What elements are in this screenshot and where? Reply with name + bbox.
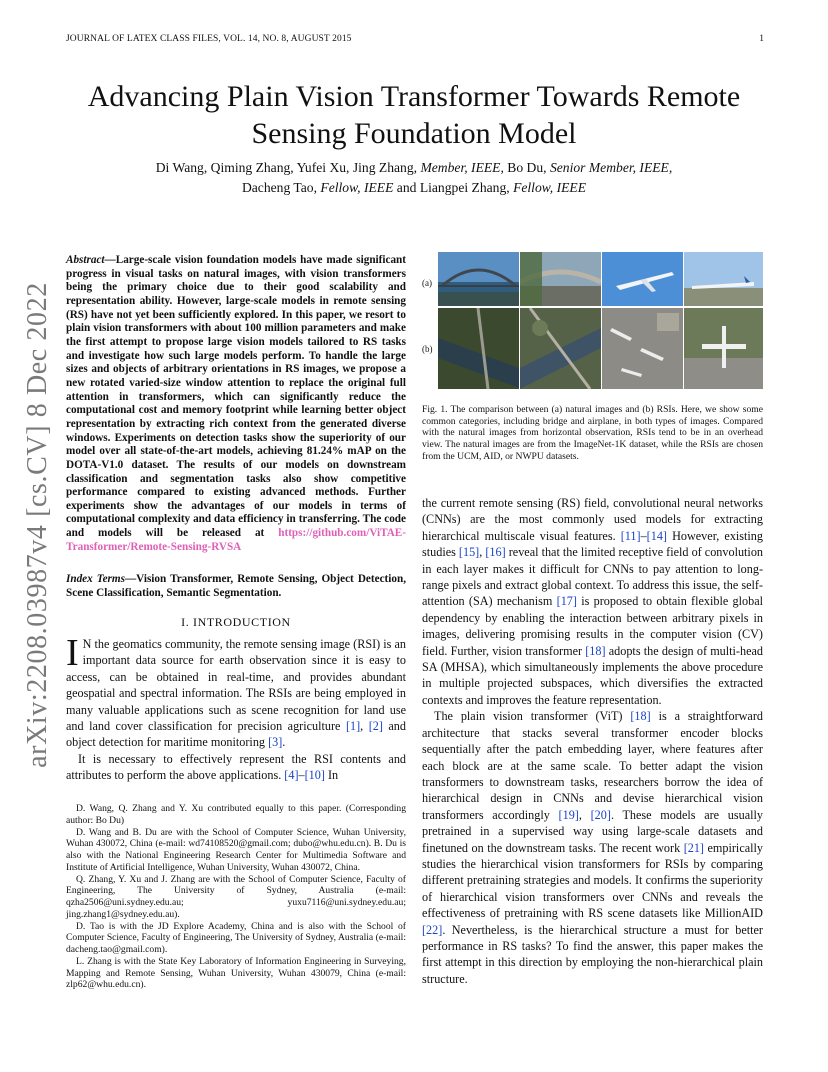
citation-link[interactable]: [1] <box>345 719 361 734</box>
abstract-lead: Abstract <box>66 254 105 266</box>
body-text: The plain vision transformer (ViT) <box>434 709 631 724</box>
body-paragraph <box>422 495 763 708</box>
footnote: D. Wang, Q. Zhang and Y. Xu contributed equally to this paper. (Corresponding author: Bo Du) <box>66 803 406 826</box>
citation-link[interactable]: [21] <box>683 840 704 855</box>
right-column-text <box>422 495 763 987</box>
figure-label-a: (a) <box>422 278 432 288</box>
author-affil-2: Senior Member, IEEE, <box>549 160 673 175</box>
paper-title: Advancing Plain Vision Transformer Towards Remote Sensing Foundation Model <box>87 80 741 150</box>
citation-link[interactable]: [19] <box>558 807 579 822</box>
citation-link[interactable]: [10] <box>304 768 325 783</box>
body-text: adopts the design of multi-head SA (MHSA), which simultaneously implements the above procedure in multiple projected subspaces, which diversifies the extracted contexts and improves the feature representation. <box>422 643 763 707</box>
footnote: L. Zhang is with the State Key Laboratory of Information Engineering in Surveying, Mapping and Remote Sensing, Wuhan University, Wuhan 430079, China (e-mail: zlp62@whu.edu.cn). <box>66 955 406 991</box>
rs-bridge-photo-1 <box>438 308 519 389</box>
figure-caption: Fig. 1. The comparison between (a) natural images and (b) RSIs. Here, we show some common categories, including bridge and airplane, in both types of images. Compared with the natural images from horizontal observation, RSIs tend to be in an overhead view. The natural images are from the ImageNet-1K dataset, while the RSIs are chosen from the UCM, AID, or NWPU datasets. <box>422 404 763 462</box>
intro-text: , <box>360 719 369 734</box>
body-text: empirically studies the hierarchical vision transformers for RSIs by comparing different pretraining strategies and models. It confirms the superiority of hierarchical vision transformers over CNNs and reveals the effectiveness of pretraining with RS scene datasets like MillionAID <box>422 840 764 921</box>
body-text: . These models are usually pretrained in a supervised way using large-scale datasets and finetuned on the downstream tasks. The recent work <box>422 807 764 855</box>
running-head: JOURNAL OF LATEX CLASS FILES, VOL. 14, NO. 8, AUGUST 2015 <box>66 34 352 44</box>
airplane-photo-1 <box>602 252 683 306</box>
author-affil-1: Member, IEEE, <box>420 160 504 175</box>
intro-text: It is necessary to effectively represent the RSI contents and attributes to perform the above applications. <box>66 751 406 783</box>
citation-link[interactable]: [4] <box>284 768 299 783</box>
author-affil-3: Fellow, IEEE <box>320 180 394 195</box>
intro-text: . <box>282 735 286 750</box>
intro-paragraph <box>66 751 406 784</box>
author-names-2: Bo Du, <box>503 160 550 175</box>
overpass-photo <box>520 252 601 306</box>
introduction-text <box>66 632 406 784</box>
index-terms <box>66 573 406 600</box>
rs-airplane-photo-1 <box>602 308 683 389</box>
author-names-1: Di Wang, Qiming Zhang, Yufei Xu, Jing Zhang, <box>155 160 421 175</box>
figure-label-b: (b) <box>422 344 433 354</box>
footnote: Q. Zhang, Y. Xu and J. Zhang are with the School of Computer Science, Faculty of Engineering, The University of Sydney, Australia (e-mail: qzha2506@uni.sydney.edu.au; yuxu7116@uni.sydney.edu.au; jing.zhang1@sydney.edu.au). <box>66 873 406 920</box>
citation-link[interactable]: [18] <box>630 709 651 724</box>
body-text: However, existing studies <box>422 528 763 560</box>
index-terms-lead: Index Terms <box>66 573 125 585</box>
intro-text: and object detection for maritime monitoring <box>66 719 406 750</box>
body-text: . Nevertheless, is the hierarchical structure a must for better performance in RS tasks? To find the answer, this paper makes the first attempt in this direction by employing the non-hierarchical plain structure. <box>422 922 763 986</box>
body-text: is proposed to obtain flexible global dependency by enabling the interaction between arbitrary pixels in images, delivering promising results in the computer vision (CV) field. Further, vision transformer <box>422 594 763 658</box>
intro-text: In <box>324 768 339 783</box>
footnotes <box>66 803 406 991</box>
footnote: D. Wang and B. Du are with the School of Computer Science, Wuhan University, Wuhan 430072, China (e-mail: wd74108520@gmail.com; dubo@whu.edu.cn). B. Du is also with the National Engineering Research Center for Multimedia Software and Institute of Artificial Intelligence, Wuhan University, Wuhan 430072, China. <box>66 826 406 873</box>
arxiv-stamp-text: arXiv:2208.03987v4 [cs.CV] 8 Dec 2022 <box>22 282 53 768</box>
abstract-body: —Large-scale vision foundation models have made significant progress in visual tasks on natural images, with vision transformers being the primary choice due to their good scalability and representation ability. However, large-scale models in remote sensing (RS) have not yet been sufficiently explored. In this paper, we resort to plain vision transformers with about 100 million parameters and make the first attempt to propose large vision models tailored to RS tasks and investigate how such large models perform. To handle the large sizes and objects of arbitrary orientations in RS images, we propose a new rotated varied-size window attention to replace the original full attention in transformers, which can significantly reduce the computational cost and memory footprint while learning better object representation by extracting rich context from the generated diverse windows. Experiments on detection tasks show the superiority of our model over all state-of-the-art models, achieving 81.24% mAP on the DOTA-V1.0 dataset. The results of our models on downstream classification and segmentation tasks also show competitive performance compared to existing advanced methods. Further experiments show the advantages of our models in terms of computational complexity and data efficiency in transferring. The code and models will be released at <box>66 254 406 540</box>
citation-link[interactable]: [15] <box>458 545 480 560</box>
index-terms-body: —Vision Transformer, Remote Sensing, Object Detection, Scene Classification, Semantic Segmentation. <box>66 573 406 599</box>
abstract <box>66 254 406 554</box>
body-text: , <box>578 807 591 822</box>
section-heading: I. INTRODUCTION <box>181 615 291 629</box>
body-text: is a straightforward architecture that stacks several transformer encoder blocks sequentially after the patch embedding layer, where features after each block are at the same scale. To better adapt the vision transformers to downstream tasks, researchers borrow the idea of hierarchical design in CNNs and devise hierarchical vision transformers accordingly <box>422 709 763 822</box>
body-text: the current remote sensing (RS) field, convolutional neural networks (CNNs) are the most commonly used models for extracting hierarchical multiscale visual features. <box>422 496 763 543</box>
body-text: , <box>479 545 486 560</box>
citation-link[interactable]: [20] <box>590 807 611 822</box>
body-text: – <box>640 528 647 543</box>
citation-link[interactable]: [14] <box>646 528 667 543</box>
citation-link[interactable]: [22] <box>422 922 443 937</box>
author-affil-4: Fellow, IEEE <box>513 180 587 195</box>
body-text: reveal that the limited receptive field of convolution in each layer makes it difficult for CNNs to pay attention to long-range pixels and extract global context. To address this issue, the self-attention (SA) mechanism <box>422 545 764 609</box>
page-number: 1 <box>759 34 764 44</box>
author-names-4: and Liangpei Zhang, <box>393 180 514 195</box>
author-list <box>60 158 768 198</box>
drop-cap: I <box>66 632 79 674</box>
citation-link[interactable]: [11] <box>620 528 641 543</box>
citation-link[interactable]: [16] <box>485 545 506 560</box>
airplane-photo-2 <box>684 252 763 306</box>
rs-airplane-photo-2 <box>684 308 763 389</box>
footnote: D. Tao is with the JD Explore Academy, China and is also with the School of Computer Science, Faculty of Engineering, The University of Sydney, Australia (e-mail: dacheng.tao@gmail.com). <box>66 920 406 955</box>
citation-link[interactable]: [2] <box>368 719 383 734</box>
intro-text: N the geomatics community, the remote sensing image (RSI) is an important data source for earth observation since it is easy to access, can be obtained in real-time, and provides abundant geospatial and spectral information. The RSIs are being employed in many valuable applications such as scene recognition for land use and land cover classification for precision agriculture <box>66 637 406 734</box>
citation-link[interactable]: [17] <box>556 594 577 609</box>
bridge-photo <box>438 252 519 306</box>
rs-bridge-photo-2 <box>520 308 601 389</box>
intro-text: – <box>298 768 305 783</box>
author-names-3: Dacheng Tao, <box>241 180 321 195</box>
intro-paragraph <box>66 632 406 751</box>
body-paragraph <box>422 708 763 987</box>
citation-link[interactable]: [3] <box>268 735 283 750</box>
citation-link[interactable]: [18] <box>585 643 606 658</box>
code-link[interactable]: https://github.com/ViTAE-Transformer/Remote-Sensing-RVSA <box>66 527 406 553</box>
